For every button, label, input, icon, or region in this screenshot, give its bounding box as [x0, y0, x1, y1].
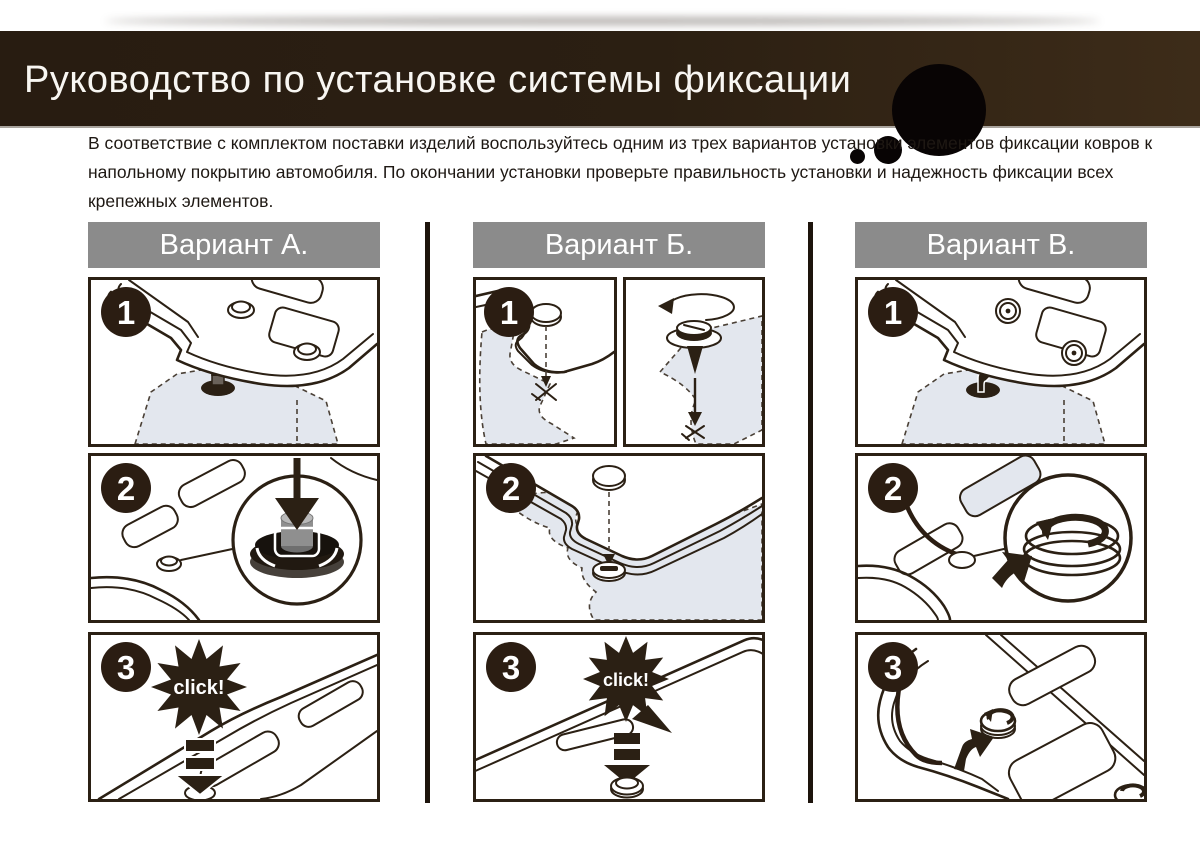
variant-c-step-1-panel	[855, 277, 1147, 447]
column-divider	[808, 222, 813, 803]
click-label: click!	[602, 670, 650, 690]
variant-a-header: Вариант А.	[88, 222, 380, 268]
variant-a-step-3-panel	[88, 632, 380, 802]
page-title: Руководство по установке системы фиксации	[24, 59, 852, 101]
screw-in-illustration	[626, 280, 762, 444]
step-2-badge: 2	[868, 463, 918, 513]
step-1-badge: 1	[868, 287, 918, 337]
magnifier-circle	[1005, 475, 1131, 601]
intro-paragraph: В соответствие с комплектом поставки изделий воспользуйтесь одним из трех вариантов установки элементов фиксации ковров к напольному покрытию автомобиля. По окончании установки проверьте правильность установки и надежность фиксации всех крепежных элементов.	[88, 133, 1153, 211]
segmented-down-arrow-icon	[604, 733, 650, 784]
step-2-badge: 2	[486, 463, 536, 513]
variant-a-step-1-panel	[88, 277, 380, 447]
carpet-area	[480, 328, 574, 444]
variant-b-header: Вариант Б.	[473, 222, 765, 268]
step-1-badge: 1	[101, 287, 151, 337]
bent-arrow-icon	[954, 729, 994, 771]
click-label: click!	[173, 677, 225, 699]
variant-c-step-3-panel	[855, 632, 1147, 802]
column-divider	[425, 222, 430, 803]
button-fastener	[531, 304, 561, 322]
button-fastener	[593, 466, 625, 486]
variant-b-step-3-panel	[473, 632, 765, 802]
turn-knob-fastener	[949, 552, 975, 568]
variant-b-step-1b-panel	[623, 277, 765, 447]
rotate-arrow-icon	[668, 294, 734, 320]
variant-c-header: Вариант В.	[855, 222, 1147, 268]
step-3-badge: 3	[486, 642, 536, 692]
header-bar	[0, 31, 1200, 128]
step-3-badge: 3	[101, 642, 151, 692]
variant-b-step-1a-panel	[473, 277, 617, 447]
variant-b-step-2-panel	[473, 453, 765, 623]
step-3-badge: 3	[868, 642, 918, 692]
variant-a-step-2-panel	[88, 453, 380, 623]
step-2-badge: 2	[101, 463, 151, 513]
header-shadow	[105, 17, 1100, 25]
variant-c-step-2-panel	[855, 453, 1147, 623]
step-1-badge: 1	[484, 287, 534, 337]
